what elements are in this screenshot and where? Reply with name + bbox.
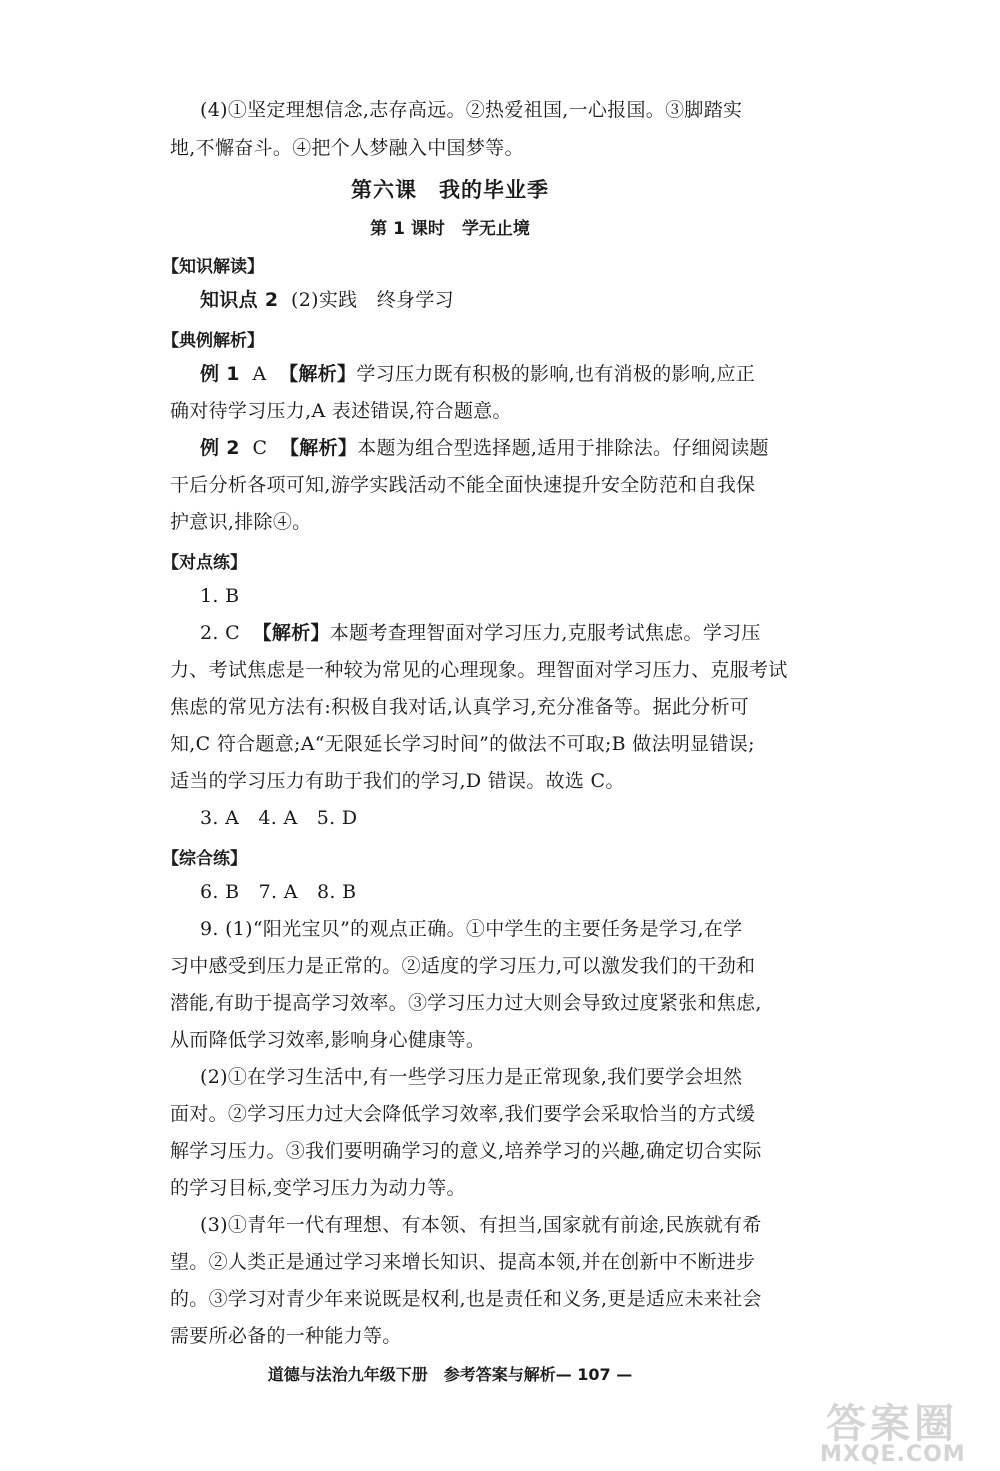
text-line: 面对。②学习压力过大会降低学习效率,我们要学会采取恰当的方式缓	[170, 1103, 756, 1125]
practice-2	[200, 621, 761, 645]
section-heading-knowledge: 【知识解读】	[162, 257, 264, 277]
text-line: 从而降低学习效率,影响身心健康等。	[170, 1029, 486, 1051]
text-line: 的学习目标,变学习压力为动力等。	[170, 1177, 466, 1199]
example-1-label: 例 1	[200, 363, 240, 385]
example-2-label: 例 2	[200, 437, 240, 459]
answer-line: 1. B	[200, 585, 240, 607]
watermark-text: 答案圈	[826, 1401, 958, 1447]
text-line: (3)①青年一代有理想、有本领、有担当,国家就有前途,民族就有希	[200, 1214, 762, 1236]
text-line: 护意识,排除④。	[170, 511, 312, 533]
text-line: 确对待学习压力,A 表述错误,符合题意。	[170, 400, 512, 422]
text-line: 适当的学习压力有助于我们的学习,D 错误。故选 C。	[170, 770, 625, 792]
knowledge-point-label: 知识点 2	[200, 289, 279, 311]
section-heading-comprehensive: 【综合练】	[162, 849, 247, 869]
example-1-text: 学习压力既有积极的影响,也有消极的影响,应正	[356, 363, 756, 385]
example-2-answer: C	[252, 437, 268, 459]
text-line: (4)①坚定理想信念,志存高远。②热爱祖国,一心报国。③脚踏实	[200, 99, 743, 121]
text-line: 焦虑的常见方法有:积极自我对话,认真学习,充分准备等。据此分析可	[170, 696, 750, 718]
lesson-title: 第六课 我的毕业季	[351, 178, 549, 202]
text-line: 知,C 符合题意;A“无限延长学习时间”的做法不可取;B 做法明显错误;	[170, 733, 755, 755]
page-footer: 道德与法治九年级下册 参考答案与解析— 107 —	[267, 1365, 633, 1384]
example-2	[200, 436, 769, 460]
practice-2-head: 2. C	[200, 622, 240, 644]
period-title: 第 1 课时 学无止境	[370, 219, 530, 239]
example-1	[200, 362, 756, 386]
watermark-logo	[808, 1392, 998, 1470]
text-line: 习中感受到压力是正常的。②适度的学习压力,可以激发我们的干劲和	[170, 955, 756, 977]
text-line: 干后分析各项可知,游学实践活动不能全面快速提升安全防范和自我保	[170, 474, 756, 496]
answer-line: 3. A 4. A 5. D	[200, 807, 358, 829]
text-line: (2)①在学习生活中,有一些学习压力是正常现象,我们要学会坦然	[200, 1066, 743, 1088]
answer-line: 6. B 7. A 8. B	[200, 881, 357, 903]
section-heading-examples: 【典例解析】	[162, 331, 264, 351]
text-line: 潜能,有助于提高学习效率。③学习压力过大则会导致过度紧张和焦虑,	[170, 992, 762, 1014]
example-1-answer: A	[252, 363, 267, 385]
knowledge-point	[200, 288, 730, 312]
analysis-tag: 【解析】	[279, 437, 358, 459]
text-line: 望。②人类正是通过学习来增长知识、提高本领,并在创新中不断进步	[170, 1251, 756, 1273]
text-line: 需要所必备的一种能力等。	[170, 1325, 402, 1347]
section-heading-practice: 【对点练】	[162, 553, 247, 573]
analysis-tag: 【解析】	[252, 622, 330, 644]
text-line: 解学习压力。③我们要明确学习的意义,培养学习的兴趣,确定切合实际	[170, 1140, 762, 1162]
practice-2-text: 本题考查理智面对学习压力,克服考试焦虑。学习压	[329, 622, 761, 644]
watermark-url: MXQE.COM	[820, 1442, 966, 1467]
example-2-text: 本题为组合型选择题,适用于排除法。仔细阅读题	[357, 437, 769, 459]
text-line: 地,不懈奋斗。④把个人梦融入中国梦等。	[170, 137, 524, 159]
text-line: 力、考试焦虑是一种较为常见的心理现象。理智面对学习压力、克服考试	[170, 659, 788, 681]
analysis-tag: 【解析】	[279, 363, 357, 385]
text-line: 9. (1)“阳光宝贝”的观点正确。①中学生的主要任务是学习,在学	[200, 918, 743, 940]
knowledge-point-text: (2)实践 终身学习	[291, 289, 454, 311]
text-line: 的。③学习对青少年来说既是权利,也是责任和义务,更是适应未来社会	[170, 1288, 762, 1310]
